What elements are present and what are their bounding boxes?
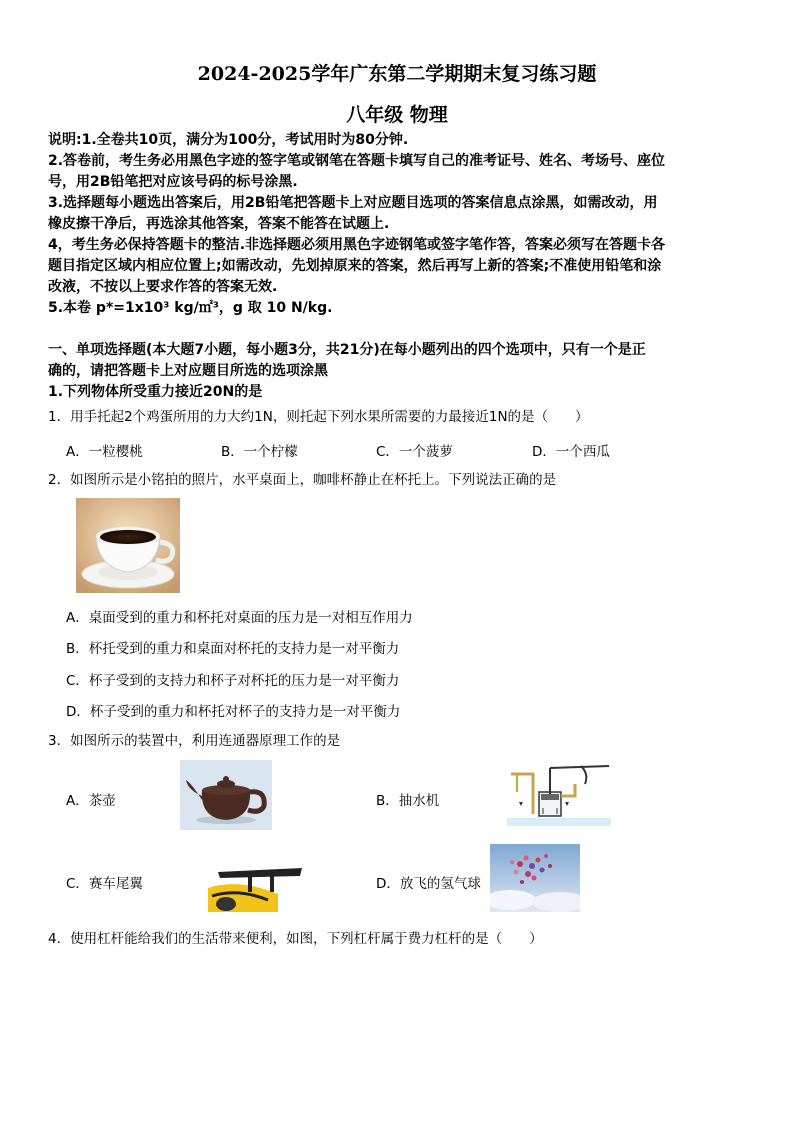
question-3-option-b[interactable]: B．抽水机	[376, 793, 440, 809]
instruction-line-8: 改液，不按以上要求作答的答案无效.	[48, 279, 278, 295]
question-2-option-b[interactable]: B．杯托受到的重力和桌面对杯托的支持力是一对平衡力	[66, 641, 400, 657]
question-3-stem: 3．如图所示的装置中，利用连通器原理工作的是	[48, 733, 341, 749]
question-3-option-d[interactable]: D．放飞的氢气球	[376, 876, 481, 892]
extra-question-line: 1.下列物体所受重力接近20N的是	[48, 384, 263, 400]
exam-subtitle: 八年级 物理	[346, 104, 448, 126]
question-1-option-a[interactable]: A．一粒樱桃	[66, 444, 143, 460]
race-car-wing-image	[208, 848, 308, 912]
question-3-option-c[interactable]: C．赛车尾翼	[66, 876, 143, 892]
instruction-line-7: 题目指定区域内相应位置上;如需改动，先划掉原来的答案，然后再写上新的答案;不准使用铅笔和涂	[48, 258, 662, 274]
coffee-cup-photo	[76, 498, 180, 593]
question-2-option-d[interactable]: D．杯子受到的重力和杯托对杯子的支持力是一对平衡力	[66, 704, 401, 720]
instruction-line-3: 号，用2B铅笔把对应该号码的标号涂黑.	[48, 174, 298, 190]
hydrogen-balloons-image	[490, 844, 580, 912]
instruction-line-1: 说明:1.全卷共10页，满分为100分，考试用时为80分钟.	[48, 132, 409, 148]
question-1-option-d[interactable]: D．一个西瓜	[532, 444, 610, 460]
instruction-line-9: 5.本卷 p*=1x10³ kg/㎡³，g 取 10 N/kg.	[48, 300, 333, 316]
question-3-option-a[interactable]: A．茶壶	[66, 793, 116, 809]
section-heading-line-2: 确的，请把答题卡上对应题目所选的选项涂黑	[48, 363, 328, 379]
question-2-option-c[interactable]: C．杯子受到的支持力和杯子对杯托的压力是一对平衡力	[66, 673, 400, 689]
instruction-line-5: 橡皮擦干净后，再选涂其他答案，答案不能答在试题上.	[48, 216, 390, 232]
exam-title: 2024-2025学年广东第二学期期末复习练习题	[197, 63, 597, 85]
question-1-option-b[interactable]: B．一个柠檬	[221, 444, 298, 460]
teapot-image	[180, 760, 272, 830]
question-1-option-c[interactable]: C．一个菠萝	[376, 444, 453, 460]
question-2-stem: 2．如图所示是小铭拍的照片，水平桌面上，咖啡杯静止在杯托上。下列说法正确的是	[48, 472, 557, 488]
question-4-stem: 4．使用杠杆能给我们的生活带来便利，如图，下列杠杆属于费力杠杆的是（ ）	[48, 931, 543, 947]
instruction-line-6: 4，考生务必保持答题卡的整洁.非选择题必须用黑色字迹钢笔或签字笔作答，答案必须写在答题卡各	[48, 237, 666, 253]
instruction-line-2: 2.答卷前，考生务必用黑色字迹的签字笔或钢笔在答题卡填写自己的准考证号、姓名、考场号、座位	[48, 153, 666, 169]
section-heading-line-1: 一、单项选择题(本大题7小题，每小题3分，共21分)在每小题列出的四个选项中，只有一个是正	[48, 342, 646, 358]
question-1-stem: 1．用手托起2个鸡蛋所用的力大约1N，则托起下列水果所需要的力最接近1N的是（ ）	[48, 409, 589, 425]
instruction-line-4: 3.选择题每小题选出答案后，用2B铅笔把答题卡上对应题目选项的答案信息点涂黑，如需改动，用	[48, 195, 658, 211]
water-pump-diagram	[505, 762, 615, 832]
question-2-option-a[interactable]: A．桌面受到的重力和杯托对桌面的压力是一对相互作用力	[66, 610, 413, 626]
